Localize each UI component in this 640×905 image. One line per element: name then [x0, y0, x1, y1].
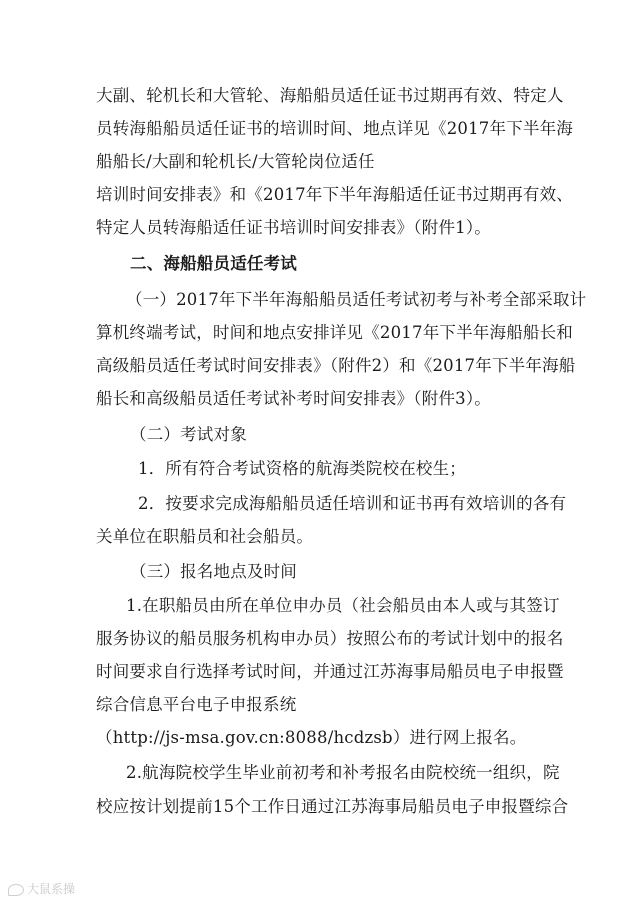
- text-line: （一）2017年下半年海船船员适任考试初考与补考全部采取计: [126, 290, 587, 309]
- watermark-text: 大鼠系操: [27, 882, 76, 896]
- section-heading: 二、海船船员适任考试: [130, 254, 297, 273]
- text-line: 培训时间安排表》和《2017年下半年海船适任证书过期再有效、: [96, 185, 573, 204]
- watermark: [8, 880, 75, 897]
- list-item: 2．按要求完成海船船员适任培训和证书再有效培训的各有: [138, 494, 567, 513]
- text-line: 船长和高级船员适任考试补考时间安排表》（附件3）。: [96, 389, 491, 408]
- text-line: 关单位在职船员和社会船员。: [96, 527, 314, 546]
- text-line: 船船长/大副和轮机长/大管轮岗位适任: [96, 152, 375, 171]
- text-line: 员转海船船员适任证书的培训时间、地点详见《2017年下半年海: [96, 119, 573, 138]
- text-line: 大副、轮机长和大管轮、海船船员适任证书过期再有效、特定人: [96, 86, 564, 105]
- text-line: 算机终端考试，时间和地点安排详见《2017年下半年海船船长和: [96, 323, 573, 342]
- text-line: 特定人员转海船适任证书培训时间安排表》（附件1）。: [96, 218, 491, 237]
- list-item: 1．所有符合考试资格的航海类院校在校生；: [138, 459, 466, 478]
- text-line: 服务协议的船员服务机构申办员）按照公布的考试计划中的报名: [96, 629, 564, 648]
- url-line: （http://js-msa.gov.cn:8088/hcdzsb）进行网上报名。: [96, 728, 527, 747]
- subsection-heading: （三）报名地点及时间: [130, 562, 297, 581]
- subsection-heading: （二）考试对象: [130, 425, 247, 444]
- list-item: 1.在职船员由所在单位申办员（社会船员由本人或与其签订: [126, 596, 560, 615]
- text-line: 校应按计划提前15个工作日通过江苏海事局船员电子申报暨综合: [96, 797, 569, 816]
- weibo-logo-icon: [8, 884, 24, 896]
- text-line: 高级船员适任考试时间安排表》（附件2）和《2017年下半年海船: [96, 356, 576, 375]
- text-line: 综合信息平台电子申报系统: [96, 695, 297, 714]
- text-line: 时间要求自行选择考试时间，并通过江苏海事局船员电子申报暨: [96, 662, 564, 681]
- list-item: 2.航海院校学生毕业前初考和补考报名由院校统一组织，院: [126, 763, 560, 782]
